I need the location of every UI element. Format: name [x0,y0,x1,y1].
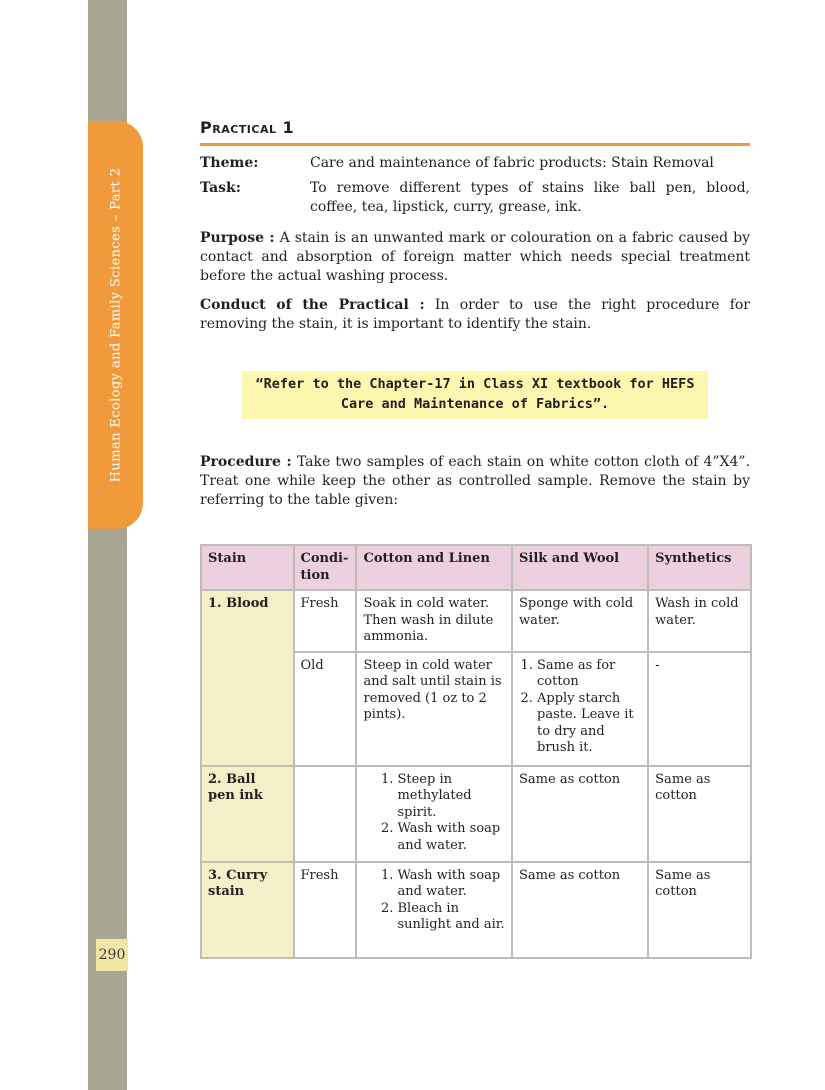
reference-line-2: Care and Maintenance of Fabrics”. [340,396,610,412]
theme-row [200,154,750,173]
table-row [201,766,751,862]
procedure-text: Take two samples of each stain on white cotton cloth of 4”X4”. Treat one while keep the other as controlled sample. Remove the stain by referring to the table given: [200,454,751,508]
theme-label: Theme: [200,155,259,171]
list-item: 1. Wash with soap and water. [397,868,505,901]
condition-cell [294,766,357,862]
list-item: 2. Apply starch paste. Leave it to dry and brush it. [537,691,641,757]
silk-cell: Sponge with cold water. [512,590,648,652]
conduct-paragraph [200,296,750,334]
procedure-label: Procedure : [200,454,292,470]
silk-cell [512,652,648,766]
section-tab-label: Human Ecology and Family Sciences – Part 2 [108,167,124,483]
task-label: Task: [200,180,241,196]
cotton-steps-list [363,772,505,855]
stain-name-curry: 3. Curry stain [201,862,294,958]
synthetics-cell: Wash in cold water. [648,590,751,652]
synthetics-cell: Same as cotton [648,766,751,862]
table-row [201,862,751,958]
header-stain: Stain [201,545,294,590]
silk-cell: Same as cotton [512,766,648,862]
reference-box [242,371,708,419]
synthetics-cell: - [648,652,751,766]
cotton-cell [356,766,512,862]
cotton-cell [356,862,512,958]
stain-name-ball-pen: 2. Ball pen ink [201,766,294,862]
cotton-steps-list [363,868,505,934]
reference-line-1: “Refer to the Chapter-17 in Class XI textbook for HEFS [255,376,695,392]
conduct-text: In order to use the right procedure for removing the stain, it is important to identify the stain. [200,297,750,332]
condition-cell: Old [294,652,357,766]
cotton-cell: Soak in cold water. Then wash in dilute ammonia. [356,590,512,652]
header-condition: Condi-tion [294,545,357,590]
list-item: 2. Wash with soap and water. [397,821,505,854]
table-row [201,590,751,652]
theme-value: Care and maintenance of fabric products: Stain Removal [310,155,714,171]
stain-name-blood: 1. Blood [201,590,294,766]
header-cotton-linen: Cotton and Linen [356,545,512,590]
silk-cell: Same as cotton [512,862,648,958]
purpose-text: A stain is an unwanted mark or colouration on a fabric caused by contact and absorption of foreign matter which needs special treatment before the actual washing process. [200,230,751,284]
purpose-label: Purpose : [200,230,275,246]
synthetics-cell: Same as cotton [648,862,751,958]
task-value: To remove different types of stains like ball pen, blood, coffee, tea, lipstick, curry, grease, ink. [310,180,750,215]
header-silk-wool: Silk and Wool [512,545,648,590]
list-item: 2. Bleach in sunlight and air. [397,901,505,934]
stain-removal-table [200,544,752,959]
list-item: 1. Steep in methylated spirit. [397,772,505,822]
header-synthetics: Synthetics [648,545,751,590]
purpose-paragraph [200,229,750,286]
silk-steps-list [519,658,641,757]
procedure-paragraph [200,453,750,510]
task-row [200,179,750,217]
cotton-cell: Steep in cold water and salt until stain is removed (1 oz to 2 pints). [356,652,512,766]
practical-heading: Practical 1 [200,118,750,146]
conduct-label: Conduct of the Practical : [200,297,425,313]
condition-cell: Fresh [294,862,357,958]
page-number: 290 [96,939,128,971]
page-content [200,118,750,510]
table-header-row [201,545,751,590]
list-item: 1. Same as for cotton [537,658,641,691]
condition-cell: Fresh [294,590,357,652]
